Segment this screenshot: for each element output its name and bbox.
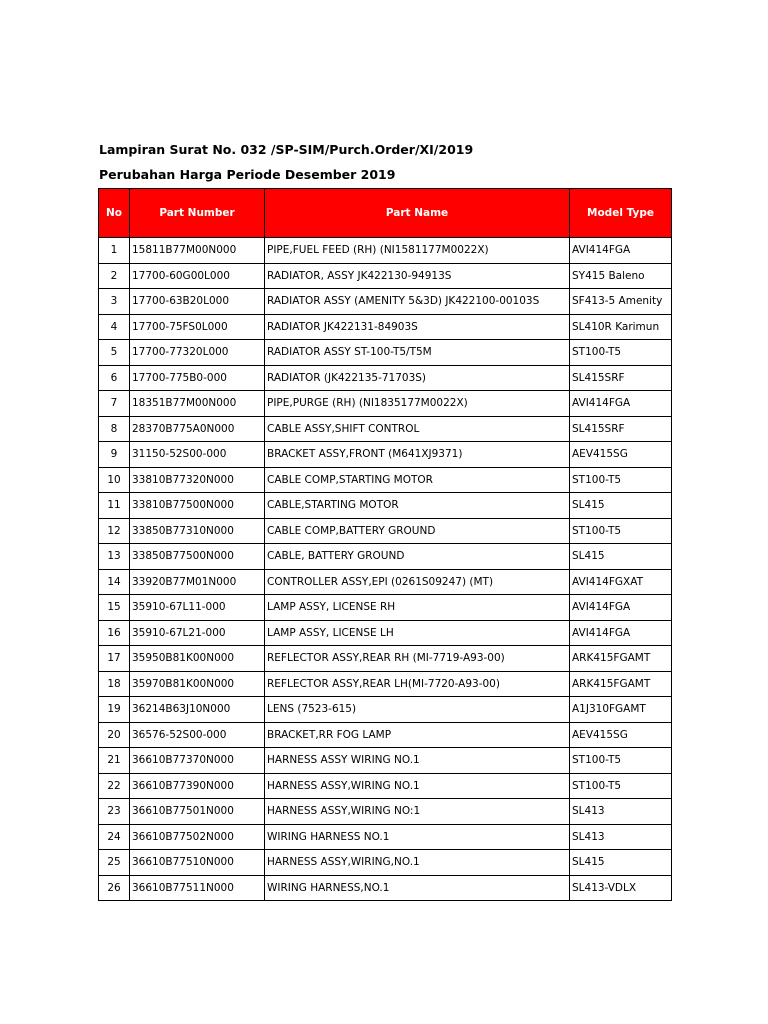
cell-part-number: 15811B77M00N000 [130, 238, 265, 264]
cell-model-type: ST100-T5 [570, 340, 672, 366]
table-row [99, 773, 672, 799]
table-row [99, 442, 672, 468]
cell-no: 18 [99, 671, 130, 697]
cell-part-number: 33920B77M01N000 [130, 569, 265, 595]
table-row [99, 620, 672, 646]
table-row [99, 671, 672, 697]
table-row [99, 544, 672, 570]
cell-part-number: 35910-67L11-000 [130, 595, 265, 621]
cell-no: 10 [99, 467, 130, 493]
cell-model-type: ST100-T5 [570, 467, 672, 493]
cell-part-number: 28370B775A0N000 [130, 416, 265, 442]
table-row [99, 365, 672, 391]
table-row [99, 416, 672, 442]
table-row [99, 518, 672, 544]
cell-model-type: AVI414FGA [570, 620, 672, 646]
cell-no: 12 [99, 518, 130, 544]
cell-part-name: PIPE,FUEL FEED (RH) (NI1581177M0022X) [265, 238, 570, 264]
cell-part-number: 35970B81K00N000 [130, 671, 265, 697]
cell-no: 4 [99, 314, 130, 340]
header-model-type: Model Type [570, 189, 672, 238]
cell-model-type: ARK415FGAMT [570, 646, 672, 672]
cell-model-type: ST100-T5 [570, 518, 672, 544]
cell-part-name: LAMP ASSY, LICENSE RH [265, 595, 570, 621]
table-row [99, 238, 672, 264]
cell-model-type: SL413-VDLX [570, 875, 672, 901]
table-header-row [99, 189, 672, 238]
table-row [99, 569, 672, 595]
table-row [99, 697, 672, 723]
cell-no: 8 [99, 416, 130, 442]
cell-part-number: 18351B77M00N000 [130, 391, 265, 417]
cell-part-name: LAMP ASSY, LICENSE LH [265, 620, 570, 646]
table-row [99, 391, 672, 417]
cell-part-name: RADIATOR JK422131-84903S [265, 314, 570, 340]
cell-no: 19 [99, 697, 130, 723]
cell-no: 14 [99, 569, 130, 595]
cell-part-name: LENS (7523-615) [265, 697, 570, 723]
cell-no: 13 [99, 544, 130, 570]
cell-model-type: ST100-T5 [570, 748, 672, 774]
table-row [99, 722, 672, 748]
cell-part-number: 36610B77510N000 [130, 850, 265, 876]
table-row [99, 595, 672, 621]
cell-model-type: SL410R Karimun [570, 314, 672, 340]
cell-part-number: 33810B77500N000 [130, 493, 265, 519]
table-row [99, 646, 672, 672]
table-row [99, 263, 672, 289]
cell-no: 26 [99, 875, 130, 901]
cell-part-name: CABLE COMP,STARTING MOTOR [265, 467, 570, 493]
cell-no: 9 [99, 442, 130, 468]
cell-part-number: 35910-67L21-000 [130, 620, 265, 646]
cell-part-name: BRACKET ASSY,FRONT (M641XJ9371) [265, 442, 570, 468]
document-subtitle: Perubahan Harga Periode Desember 2019 [99, 167, 396, 182]
document-title: Lampiran Surat No. 032 /SP-SIM/Purch.Order/XI/2019 [99, 142, 474, 157]
cell-model-type: AEV415SG [570, 442, 672, 468]
cell-model-type: SL415SRF [570, 416, 672, 442]
cell-no: 11 [99, 493, 130, 519]
cell-part-name: PIPE,PURGE (RH) (NI1835177M0022X) [265, 391, 570, 417]
cell-part-name: WIRING HARNESS NO.1 [265, 824, 570, 850]
cell-part-number: 36610B77501N000 [130, 799, 265, 825]
table-row [99, 824, 672, 850]
cell-no: 3 [99, 289, 130, 315]
cell-no: 21 [99, 748, 130, 774]
cell-part-number: 33850B77500N000 [130, 544, 265, 570]
cell-no: 7 [99, 391, 130, 417]
table-row [99, 289, 672, 315]
cell-model-type: ARK415FGAMT [570, 671, 672, 697]
price-change-table [98, 188, 672, 901]
cell-part-name: CABLE,STARTING MOTOR [265, 493, 570, 519]
cell-part-number: 36610B77502N000 [130, 824, 265, 850]
cell-model-type: SF413-5 Amenity [570, 289, 672, 315]
cell-no: 23 [99, 799, 130, 825]
cell-part-number: 17700-60G00L000 [130, 263, 265, 289]
cell-part-name: RADIATOR ASSY ST-100-T5/T5M [265, 340, 570, 366]
cell-part-number: 17700-75FS0L000 [130, 314, 265, 340]
cell-part-name: RADIATOR (JK422135-71703S) [265, 365, 570, 391]
header-part-number: Part Number [130, 189, 265, 238]
cell-part-number: 17700-63B20L000 [130, 289, 265, 315]
cell-part-name: REFLECTOR ASSY,REAR LH(MI-7720-A93-00) [265, 671, 570, 697]
table-body [99, 238, 672, 901]
cell-no: 2 [99, 263, 130, 289]
cell-part-number: 35950B81K00N000 [130, 646, 265, 672]
cell-no: 24 [99, 824, 130, 850]
cell-part-number: 17700-77320L000 [130, 340, 265, 366]
cell-part-number: 36610B77370N000 [130, 748, 265, 774]
cell-part-name: HARNESS ASSY,WIRING NO:1 [265, 799, 570, 825]
cell-part-number: 36576-52S00-000 [130, 722, 265, 748]
cell-part-name: CONTROLLER ASSY,EPI (0261S09247) (MT) [265, 569, 570, 595]
cell-part-name: RADIATOR, ASSY JK422130-94913S [265, 263, 570, 289]
cell-part-name: HARNESS ASSY,WIRING NO.1 [265, 773, 570, 799]
cell-no: 15 [99, 595, 130, 621]
cell-model-type: AVI414FGA [570, 238, 672, 264]
cell-no: 20 [99, 722, 130, 748]
cell-part-number: 36610B77390N000 [130, 773, 265, 799]
cell-part-number: 31150-52S00-000 [130, 442, 265, 468]
header-no: No [99, 189, 130, 238]
cell-model-type: SL413 [570, 824, 672, 850]
cell-part-name: CABLE ASSY,SHIFT CONTROL [265, 416, 570, 442]
cell-part-name: CABLE COMP,BATTERY GROUND [265, 518, 570, 544]
cell-model-type: SL415 [570, 850, 672, 876]
table-row [99, 850, 672, 876]
cell-model-type: ST100-T5 [570, 773, 672, 799]
cell-model-type: AVI414FGXAT [570, 569, 672, 595]
cell-model-type: AVI414FGA [570, 391, 672, 417]
cell-no: 5 [99, 340, 130, 366]
cell-model-type: SY415 Baleno [570, 263, 672, 289]
table-row [99, 493, 672, 519]
cell-model-type: AEV415SG [570, 722, 672, 748]
cell-no: 16 [99, 620, 130, 646]
cell-part-number: 36214B63J10N000 [130, 697, 265, 723]
cell-no: 1 [99, 238, 130, 264]
cell-part-name: HARNESS ASSY WIRING NO.1 [265, 748, 570, 774]
cell-part-name: WIRING HARNESS,NO.1 [265, 875, 570, 901]
cell-part-name: CABLE, BATTERY GROUND [265, 544, 570, 570]
cell-model-type: SL415SRF [570, 365, 672, 391]
cell-part-number: 33810B77320N000 [130, 467, 265, 493]
cell-part-name: BRACKET,RR FOG LAMP [265, 722, 570, 748]
table-row [99, 875, 672, 901]
header-part-name: Part Name [265, 189, 570, 238]
table-row [99, 467, 672, 493]
cell-model-type: SL415 [570, 544, 672, 570]
table-row [99, 748, 672, 774]
cell-part-name: HARNESS ASSY,WIRING,NO.1 [265, 850, 570, 876]
cell-model-type: SL415 [570, 493, 672, 519]
cell-no: 22 [99, 773, 130, 799]
table-row [99, 799, 672, 825]
cell-no: 6 [99, 365, 130, 391]
cell-model-type: AVI414FGA [570, 595, 672, 621]
cell-no: 17 [99, 646, 130, 672]
cell-part-name: REFLECTOR ASSY,REAR RH (MI-7719-A93-00) [265, 646, 570, 672]
table-row [99, 314, 672, 340]
cell-model-type: A1J310FGAMT [570, 697, 672, 723]
cell-part-number: 17700-775B0-000 [130, 365, 265, 391]
cell-no: 25 [99, 850, 130, 876]
table-row [99, 340, 672, 366]
cell-part-number: 33850B77310N000 [130, 518, 265, 544]
cell-part-number: 36610B77511N000 [130, 875, 265, 901]
cell-model-type: SL413 [570, 799, 672, 825]
cell-part-name: RADIATOR ASSY (AMENITY 5&3D) JK422100-00103S [265, 289, 570, 315]
